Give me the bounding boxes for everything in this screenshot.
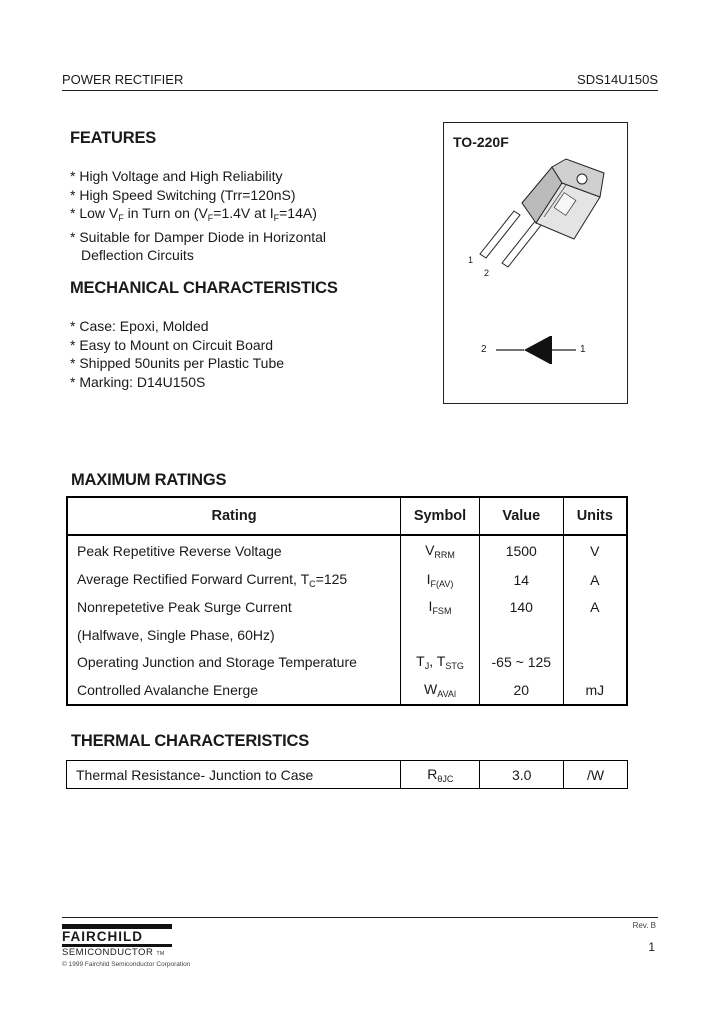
table-row xyxy=(67,535,627,566)
mechanical-list xyxy=(70,317,284,391)
revision: Rev. B xyxy=(632,921,656,930)
package-title: TO-220F xyxy=(453,134,509,150)
feature-item: * High Speed Switching (Trr=120nS) xyxy=(70,186,296,203)
mechanical-title: MECHANICAL CHARACTERISTICS xyxy=(70,279,338,297)
cell-rating: Peak Repetitive Reverse Voltage xyxy=(77,543,282,559)
col-symbol: Symbol xyxy=(401,497,480,535)
table-row xyxy=(67,649,627,677)
cell-symbol: $T_J$, $T_{STG}$ xyxy=(401,649,480,677)
symbol-right-pin: 1 xyxy=(580,344,586,355)
features-list xyxy=(70,167,326,265)
col-value: Value xyxy=(479,497,563,535)
fairchild-logo xyxy=(62,924,191,970)
diode-symbol-icon xyxy=(496,333,576,367)
copyright: © 1999 Fairchild Semiconductor Corporation xyxy=(62,961,191,968)
cell-rating: Operating Junction and Storage Temperature xyxy=(77,654,357,671)
cell-symbol: $I_{F(AV)}$ xyxy=(401,566,480,594)
cell-value: 1500 xyxy=(479,535,563,566)
col-units: Units xyxy=(563,497,627,535)
table-row xyxy=(67,621,627,649)
cell-symbol: $V_{RRM}$ xyxy=(401,535,480,566)
cell-rating: (Halfwave, Single Phase, 60Hz) xyxy=(77,626,275,643)
max-ratings-table xyxy=(66,496,628,706)
thermal-title: THERMAL CHARACTERISTICS xyxy=(71,732,310,750)
cell-rating: Controlled Avalanche Energe xyxy=(77,681,259,698)
cell-value: 14 xyxy=(479,566,563,594)
logo-brand: FAIRCHILD xyxy=(62,929,143,944)
page-number: 1 xyxy=(648,940,655,954)
cell-rating: Nonrepetetive Peak Surge Current xyxy=(77,599,292,616)
cell-units: A xyxy=(563,566,627,594)
mechanical-item: * Case: Epoxi, Molded xyxy=(70,318,209,334)
max-ratings-title: MAXIMUM RATINGS xyxy=(71,471,227,489)
cell-symbol: $R_{\theta JC}$ xyxy=(401,761,480,789)
table-row xyxy=(67,566,627,594)
footer-divider xyxy=(62,917,658,918)
cell-empty xyxy=(563,621,627,649)
table-row xyxy=(67,676,627,705)
table-header-row xyxy=(67,497,627,535)
cell-symbol: $I_{FSM}$ xyxy=(401,594,480,622)
cell-rating: Average Rectified Forward Current, $T_C=125$ xyxy=(77,570,348,589)
logo-subtitle: SEMICONDUCTOR TM xyxy=(62,947,165,958)
table-row xyxy=(67,594,627,622)
pin-1-label: 1 xyxy=(468,255,474,265)
mechanical-item: * Marking: D14U150S xyxy=(70,373,206,390)
cell-units: A xyxy=(563,594,627,622)
cell-value: 20 xyxy=(479,676,563,705)
cell-empty xyxy=(401,621,480,649)
table-row xyxy=(67,761,628,789)
header-divider xyxy=(62,90,658,91)
feature-item: Deflection Circuits xyxy=(81,247,194,263)
cell-symbol: $W_{AVAl}$ xyxy=(401,676,480,705)
cell-units: /W xyxy=(564,761,628,789)
package-box xyxy=(443,122,628,404)
mechanical-item: * Shipped 50units per Plastic Tube xyxy=(70,355,285,371)
cell-empty xyxy=(479,621,563,649)
thermal-table xyxy=(66,760,628,789)
cell-value: 140 xyxy=(479,594,563,622)
feature-item: * Suitable for Damper Diode in Horizontal xyxy=(70,228,327,245)
symbol-left-pin: 2 xyxy=(481,344,487,355)
cell-units: V xyxy=(563,535,627,566)
feature-item: * High Voltage and High Reliability xyxy=(70,168,283,184)
header-title: POWER RECTIFIER xyxy=(62,72,184,87)
cell-units: mJ xyxy=(563,676,627,705)
mechanical-item: * Easy to Mount on Circuit Board xyxy=(70,336,274,353)
cell-value: -65 ~ 125 xyxy=(479,649,563,677)
header-part-number: SDS14U150S xyxy=(577,72,658,87)
cell-value: 3.0 xyxy=(480,761,564,789)
cell-units xyxy=(563,649,627,677)
feature-item-vf: * Low $V_F$ in Turn on ($V_F=1.4V$ at $I_F=14A$) xyxy=(70,205,317,223)
cell-rating: Thermal Resistance- Junction to Case xyxy=(76,766,314,783)
col-rating: Rating xyxy=(211,508,257,524)
pin-2-label: 2 xyxy=(484,268,490,278)
features-title: FEATURES xyxy=(70,129,157,147)
